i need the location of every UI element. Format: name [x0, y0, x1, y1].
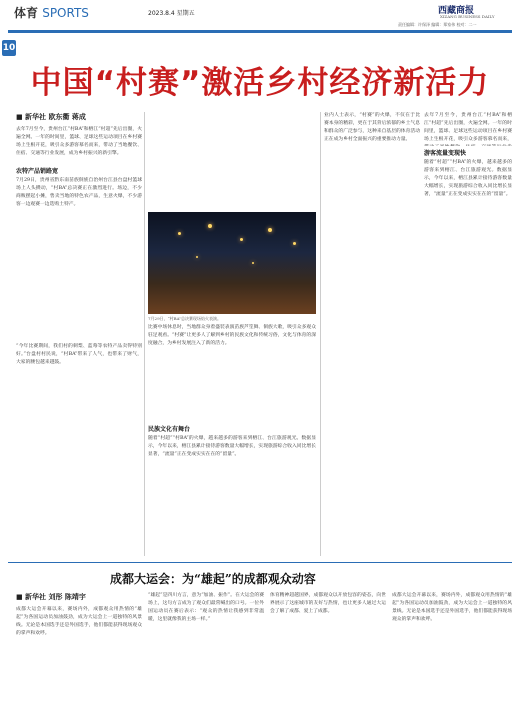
firework-spark [293, 242, 296, 245]
second-paragraph-2: “雄起”是四川方言，意为“加油、振作”。在大运会的赛场上，这句方言成为了观众们最常喊出的口号。一位外国运动员在赛后表示：“观众的热情让我感到非常温暖，这里就像我的主场一样。” [148, 593, 264, 622]
column-divider [320, 112, 321, 556]
main-paragraph-7: 去年7月至今，贵州台江“村BA”和榕江“村超”先后出圈，火遍全网。一年的时间里，篮球、足球这些运动项目在乡村赛场上生根开花，吸引众多游客慕名而来， [424, 113, 512, 142]
header-rule [8, 30, 512, 33]
publication-name-en: XIZANG BUSINESS DAILY [440, 14, 495, 19]
photo-caption: 7月29日，“村BA”总决赛现场焰火表演。 [148, 316, 221, 321]
main-paragraph-8: 随着“村超”“村BA”的火爆，越来越多的游客来到榕江、台江旅游观光。数据显示，今年以来，榕江县累计接待游客数量大幅增长，实现旅游综合收入同比增长显著，“流量”正在变成实实在在的“留量”。 [424, 160, 512, 197]
main-paragraph-4: 比赛中场休息时，当地群众身着盛装表演苗族芦笙舞、侗族大歌，吸引众多观众驻足观看。“村赛”让更多人了解到乡村的民族文化和传统习俗，文化与体育的深度融合，为乡村发展注入了新的活力。 [148, 325, 316, 346]
main-headline: 中国“村赛”激活乡村经济新活力 [30, 65, 490, 101]
firework-spark [240, 238, 243, 241]
second-paragraph-3: 体育精神超越国界，成都观众以开放包容的姿态，向世界展示了这座城市的友好与热情，也让更多人通过大运会了解了成都、爱上了成都。 [270, 593, 386, 614]
main-paragraph-6: 业内人士表示，“村赛”的火爆，不仅在于比赛本身的精彩，更在于其背后浓郁的乡土气息和群众的广泛参与，这种来自基层的体育活动正在成为乡村全面振兴的重要推动力量。 [324, 113, 420, 142]
editor-credits: 责任编辑：许保泽 编辑：郑家伟 校对：二一 [398, 22, 477, 27]
article-column-1 [16, 112, 142, 537]
subheading-tourism: 游客流量变现快 [424, 150, 467, 157]
subheading-produce: 农特产品销路宽 [16, 168, 59, 175]
firework-spark [252, 262, 254, 264]
firework-spark [196, 256, 198, 258]
main-paragraph-3: “今年比赛期间，我们村的刺梨、蓝莓等农特产品卖得特别好。”台盘村村民说，“村BA”带来了人气，也带来了财气，大家的腰包越来越鼓。 [16, 344, 142, 365]
main-paragraph-1: 去年7月至今，贵州台江“村BA”和榕江“村超”先后出圈，火遍全网。一年的时间里，篮球、足球这些运动项目在乡村赛场上生根开花，吸引众多游客慕名而来，带动了当地餐饮、住宿、交通等行业发展，成为乡村振兴的新引擎。 [16, 127, 142, 156]
event-photo [148, 212, 316, 314]
main-paragraph-5: 随着“村超”“村BA”的火爆，越来越多的游客来到榕江、台江旅游观光。数据显示，今年以来，榕江县累计接待游客数量大幅增长，实现旅游综合收入同比增长显著，“流量”正在变成实实在在的“留量”。 [148, 436, 316, 457]
subheading-culture: 民族文化有舞台 [148, 426, 191, 433]
column-divider [144, 112, 145, 556]
second-paragraph-1: 成都大运会开幕以来，赛场内外，成都观众用热情的“雄起”为各国运动员加油鼓劲，成为大运会上一道独特的风景线。无论是本国选手还是外国选手，他们都能获得现场观众的掌声和欢呼。 [16, 607, 142, 636]
section-title [14, 4, 89, 21]
section-cn: 体育 [14, 6, 39, 20]
page-number: 10 [2, 40, 16, 56]
second-column-1 [16, 592, 142, 702]
article-column-3 [324, 112, 420, 548]
section-en: SPORTS [42, 6, 89, 20]
article-column-4 [424, 112, 512, 551]
second-column-2 [148, 592, 264, 700]
second-paragraph-4: 成都大运会开幕以来，赛场内外，成都观众用热情的“雄起”为各国运动员加油鼓劲，成为大运会上一道独特的风景线。无论是本国选手还是外国选手，他们都能获得现场观众的掌声和欢呼。 [392, 593, 512, 622]
second-column-4 [392, 592, 512, 700]
firework-spark [268, 228, 272, 232]
publication-name: 西藏商报 [438, 6, 475, 16]
firework-spark [208, 224, 212, 228]
article-column-2 [148, 324, 316, 555]
second-byline: ■ 新华社 刘彤 陈靖宇 [16, 593, 86, 601]
issue-date: 2023.8.4 星期五 [148, 10, 195, 17]
second-column-3 [270, 592, 386, 700]
firework-spark [178, 232, 181, 235]
article-divider [8, 562, 512, 563]
main-byline: ■ 新华社 欧东衢 蒋成 [16, 113, 86, 121]
main-paragraph-2: 7月29日，贵州省黔东南苗族侗族自治州台江县台盘村篮球场上人头攒动，“村BA”总决赛正在激烈进行。场边，不少商贩摆起小摊，售卖当地的特色农产品，生意火爆，不少游客一边观赛一边选购土特产。 [16, 178, 142, 207]
second-headline: 成都大运会：为“雄起”的成都观众动容 [110, 572, 316, 586]
